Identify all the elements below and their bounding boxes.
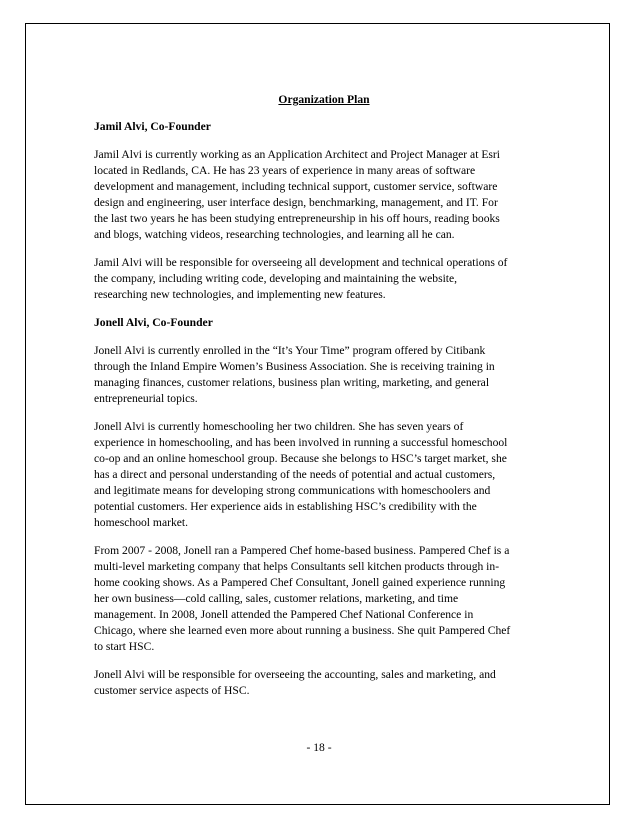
paragraph [94,667,554,699]
section-heading-jonell: Jonell Alvi, Co-Founder [94,316,213,329]
text-line: the company, including writing code, developing and maintaining the website, [94,272,458,285]
document-body [94,92,554,711]
text-line: Chicago, where she learned even more about running a business. She quit Pampered Chef [94,624,511,637]
text-line: Jamil Alvi is currently working as an Application Architect and Project Manager at Esri [94,148,501,161]
paragraph [94,543,554,655]
text-line: the last two years he has been studying entrepreneurship in his off hours, reading books [94,212,500,225]
text-line: From 2007 - 2008, Jonell ran a Pampered Chef home-based business. Pampered Chef is a [94,544,510,557]
text-line: and legitimate means for developing strong communications with homeschoolers and [94,484,491,497]
text-line: to start HSC. [94,640,155,653]
section-heading-jamil: Jamil Alvi, Co-Founder [94,120,211,133]
text-line: through the Inland Empire Women’s Business Association. She is receiving training in [94,360,495,373]
text-line: Jamil Alvi will be responsible for overseeing all development and technical operations of [94,256,508,269]
text-line: has a direct and personal understanding of the needs of potential and actual customers, [94,468,496,481]
text-line: home cooking shows. As a Pampered Chef Consultant, Jonell gained experience running [94,576,506,589]
text-line: located in Redlands, CA. He has 23 years of experience in many areas of software [94,164,476,177]
text-line: potential customers. Her experience aids in establishing HSC’s credibility with the [94,500,477,513]
text-line: researching new technologies, and implementing new features. [94,288,386,301]
text-line: and blogs, watching videos, researching technologies, and learning all he can. [94,228,455,241]
paragraph [94,343,554,407]
text-line: management. In 2008, Jonell attended the Pampered Chef National Conference in [94,608,474,621]
text-line: experience in homeschooling, and has been involved in running a successful homeschool [94,436,508,449]
text-line: design and engineering, user interface design, benchmarking, management, and IT. For [94,196,498,209]
text-line: entrepreneurial topics. [94,392,198,405]
paragraph [94,147,554,243]
text-line: multi-level marketing company that helps Consultants sell kitchen products through in- [94,560,500,573]
text-line: Jonell Alvi will be responsible for overseeing the accounting, sales and marketing, and [94,668,496,681]
text-line: Jonell Alvi is currently enrolled in the “It’s Your Time” program offered by Citibank [94,344,486,357]
text-line: her own business—cold calling, sales, customer relations, marketing, and time [94,592,459,605]
page-number: - 18 - [306,741,332,754]
text-line: homeschool market. [94,516,189,529]
text-line: Jonell Alvi is currently homeschooling her two children. She has seven years of [94,420,464,433]
paragraph [94,419,554,531]
text-line: customer service aspects of HSC. [94,684,250,697]
document-title: Organization Plan [278,93,370,106]
text-line: development and management, including technical support, customer service, software [94,180,498,193]
text-line: co-op and an online homeschool group. Because she belongs to HSC’s target market, she [94,452,507,465]
text-line: managing finances, customer relations, business plan writing, marketing, and general [94,376,490,389]
paragraph [94,255,554,303]
